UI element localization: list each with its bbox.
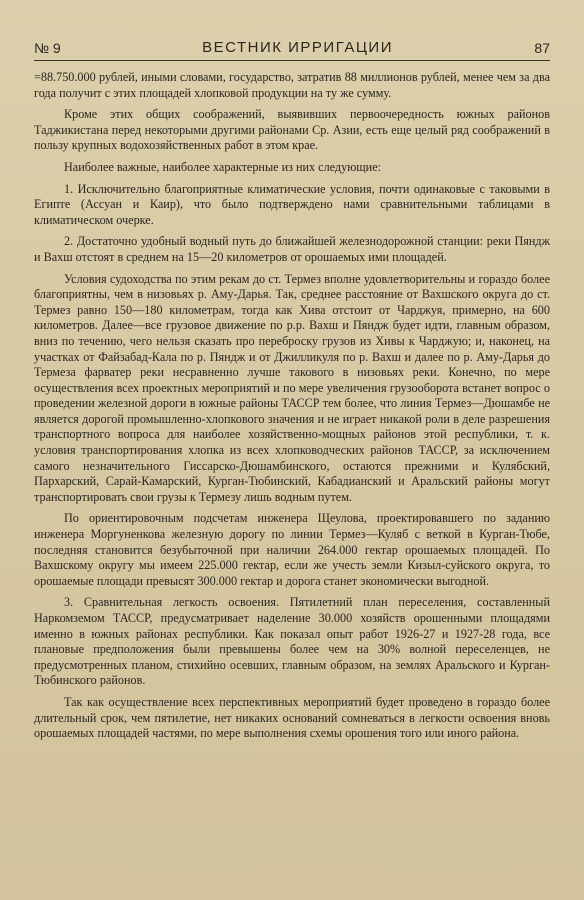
paragraph: Так как осуществление всех перспективных мероприятий будет проведено в гораздо более длительный срок, чем пятилетие, нет никаких оснований сомневаться в легкости освоения вновь орошаемых площадей частями, по мере выполнения схемы орошения того или иного района.: [34, 694, 550, 741]
paragraph: Условия судоходства по этим рекам до ст. Термез вполне удовлетворительны и гораздо более благоприятны, чем в низовьях р. Аму-Дарья. Так, среднее расстояние от Вахшского округа до ст. Термез равно 150—180 километрам, тогда как Хива отстоит от Чарджуя, примерно, на 600 километров. Далее—все грузовое движение по р.р. Вахш и Пяндж будет идти, главным образом, вниз по течению, чего нельзя сказать про переброску грузов из Хивы к Чарджую; и, наконец, на участках от Файзабад-Кала по р. Пяндж и от Джилликуля по р. Вахш и далее по р. Аму-Дарья до Термеза фарватер реки несравненно лучше такового в низовьях реки. Конечно, по мере осуществления всех проектных мероприятий и по мере увеличения грузооборота встанет вопрос о проведении железной дороги в южные районы ТАССР тем более, что линия Термез—Дюшамбе не является дорогой промышленно-хлопкового значения и не играет никакой роли в деле разрешения транспортного вопроса для наиболее хозяйственно-мощных районов этой республики, т. к. условия транспортирования хлопка из всех хлопководческих районов ТАССР, за исключением самого незначительного Гиссарско-Дюшамбинского, остаются прежними и Кулябский, Пархарский, Сарай-Камарский, Курган-Тюбинский, Кабадианский и Аральский районы могут транспортировать свои грузы к Термезу лишь водным путем.: [34, 271, 550, 504]
paragraph: По ориентировочным подсчетам инженера Щеулова, проектировавшего по заданию инженера Моргуненкова железную дорогу по линии Термез—Куляб с веткой в Курган-Тюбе, последняя становится безубыточной при наличии 264.000 гектар орошаемых площадей. По Вахшскому округу мы имеем 225.000 гектар, если же учесть земли Кизыл-суйского округа, то орошаемые площади превысят 300.000 гектар и дорога станет экономически выгодной.: [34, 511, 550, 588]
issue-number: № 9: [34, 40, 61, 56]
paragraph: Наиболее важные, наиболее характерные из них следующие:: [64, 159, 381, 174]
running-header: [34, 34, 550, 61]
paragraph: =88.750.000 рублей, иными словами, государство, затратив 88 миллионов рублей, менее чем за два года получит с этих площадей хлопковой продукции на ту же сумму.: [34, 70, 550, 100]
paragraph: Кроме этих общих соображений, выявивших первоочередность южных районов Таджикистана перед некоторыми другими районами Ср. Азии, есть еще целый ряд соображений в пользу крупных водохозяйственных работ в этом крае.: [34, 107, 550, 153]
paragraph: 1. Исключительно благоприятные климатические условия, почти одинаковые с таковыми в Египте (Ассуан и Каир), что было подтверждено нами сравнительными таблицами в климатическом очерке.: [34, 181, 550, 227]
page-number: 87: [534, 40, 550, 56]
article-body: [34, 70, 550, 748]
paragraph: 3. Сравнительная легкость освоения. Пятилетний план переселения, составленный Наркомземом ТАССР, предусматривает наделение 30.000 хозяйств орошенными площадями именно в южных районах республики. Как показал опыт работ 1926-27 и 1927-28 года, все плановые предположения были превышены более чем на 30% волной переселенцев, не предусмотренных планом, стихийно осевших, главным образом, на землях Аральского и Курган-Тюбинского районов.: [34, 595, 550, 688]
paragraph: 2. Достаточно удобный водный путь до ближайшей железнодорожной станции: реки Пяндж и Вахш отстоят в среднем на 15—20 километров от орошаемых ими площадей.: [34, 234, 550, 264]
journal-title: ВЕСТНИК ИРРИГАЦИИ: [202, 39, 393, 56]
